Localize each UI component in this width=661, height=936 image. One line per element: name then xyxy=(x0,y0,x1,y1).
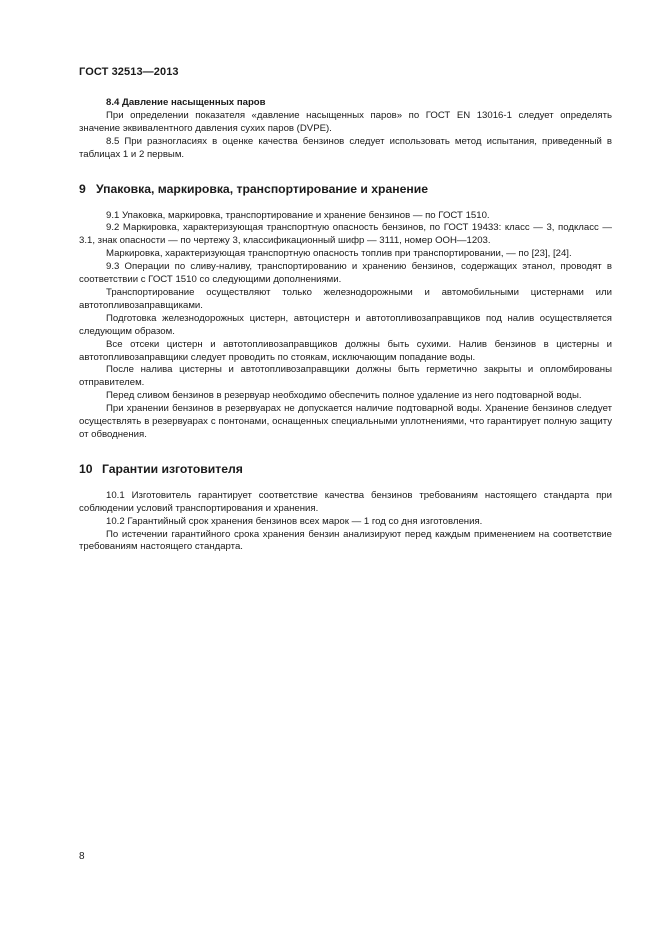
page-content xyxy=(79,97,612,554)
section-heading-10 xyxy=(79,462,612,477)
page-number: 8 xyxy=(79,851,85,862)
section-title: Гарантии изготовителя xyxy=(102,461,243,476)
paragraph-9-3-sealing: После налива цистерны и автотопливозаправщики должны быть герметично закрыты и опломбированы отправителем. xyxy=(79,364,612,389)
paragraph-9-3: 9.3 Операции по сливу-наливу, транспортированию и хранению бензинов, содержащих этанол, проводят в соответствии с ГОСТ 1510 со следующими дополнениями. xyxy=(79,261,612,286)
paragraph-9-3-storage: При хранении бензинов в резервуарах не допускается наличие подтоварной воды. Хранение бензинов следует осуществлять в резервуарах с понтонами, оснащенных специальными уплотнениями, что гарантирует полную защиту от обводнения. xyxy=(79,403,612,440)
section-title: Упаковка, маркировка, транспортирование и хранение xyxy=(96,181,429,196)
paragraph-9-2: 9.2 Маркировка, характеризующая транспортную опасность бензинов, по ГОСТ 19433: класс — 3, подкласс — 3.1, знак опасности — по чертежу 3, классификационный шифр — 3111, номер ООН—1203. xyxy=(79,222,612,247)
paragraph-9-3-transport: Транспортирование осуществляют только железнодорожными и автомобильными цистернами или автотопливозаправщиками. xyxy=(79,286,612,311)
paragraph-8-4: При определении показателя «давление насыщенных паров» по ГОСТ EN 13016-1 следует определять значение эквивалентного давления сухих паров (DVPE). xyxy=(79,109,612,134)
paragraph-8-5: 8.5 При разногласиях в оценке качества бензинов следует использовать метод испытания, приведенный в таблицах 1 и 2 первым. xyxy=(79,135,612,160)
section-heading-9 xyxy=(79,182,612,197)
paragraph-10-2-expiry: По истечении гарантийного срока хранения бензин анализируют перед каждым применением на соответствие требованиям настоящего стандарта. xyxy=(79,528,612,553)
paragraph-10-2: 10.2 Гарантийный срок хранения бензинов всех марок — 1 год со дня изготовления. xyxy=(106,515,483,527)
subsection-heading-8-4: 8.4 Давление насыщенных паров xyxy=(106,97,266,108)
section-number: 10 xyxy=(79,461,93,476)
paragraph-10-1: 10.1 Изготовитель гарантирует соответствие качества бензинов требованиям настоящего стандарта при соблюдении условий транспортирования и хранения. xyxy=(79,489,612,514)
paragraph-9-2-marking: Маркировка, характеризующая транспортную опасность топлив при транспортировании, — по [23], [24]. xyxy=(106,248,572,260)
paragraph-9-3-compartments: Все отсеки цистерн и автотопливозаправщиков должны быть сухими. Налив бензинов в цистерны и автотопливозаправщики следует проводить по стоякам, исключающим попадание воды. xyxy=(79,338,612,363)
section-number: 9 xyxy=(79,181,86,196)
document-header: ГОСТ 32513—2013 xyxy=(79,66,179,78)
paragraph-9-1: 9.1 Упаковка, маркировка, транспортирование и хранение бензинов — по ГОСТ 1510. xyxy=(106,209,490,221)
paragraph-9-3-draining: Перед сливом бензинов в резервуар необходимо обеспечить полное удаление из него подтоварной воды. xyxy=(106,390,582,402)
paragraph-9-3-preparation: Подготовка железнодорожных цистерн, автоцистерн и автотопливозаправщиков под налив осуществляется следующим образом. xyxy=(79,312,612,337)
